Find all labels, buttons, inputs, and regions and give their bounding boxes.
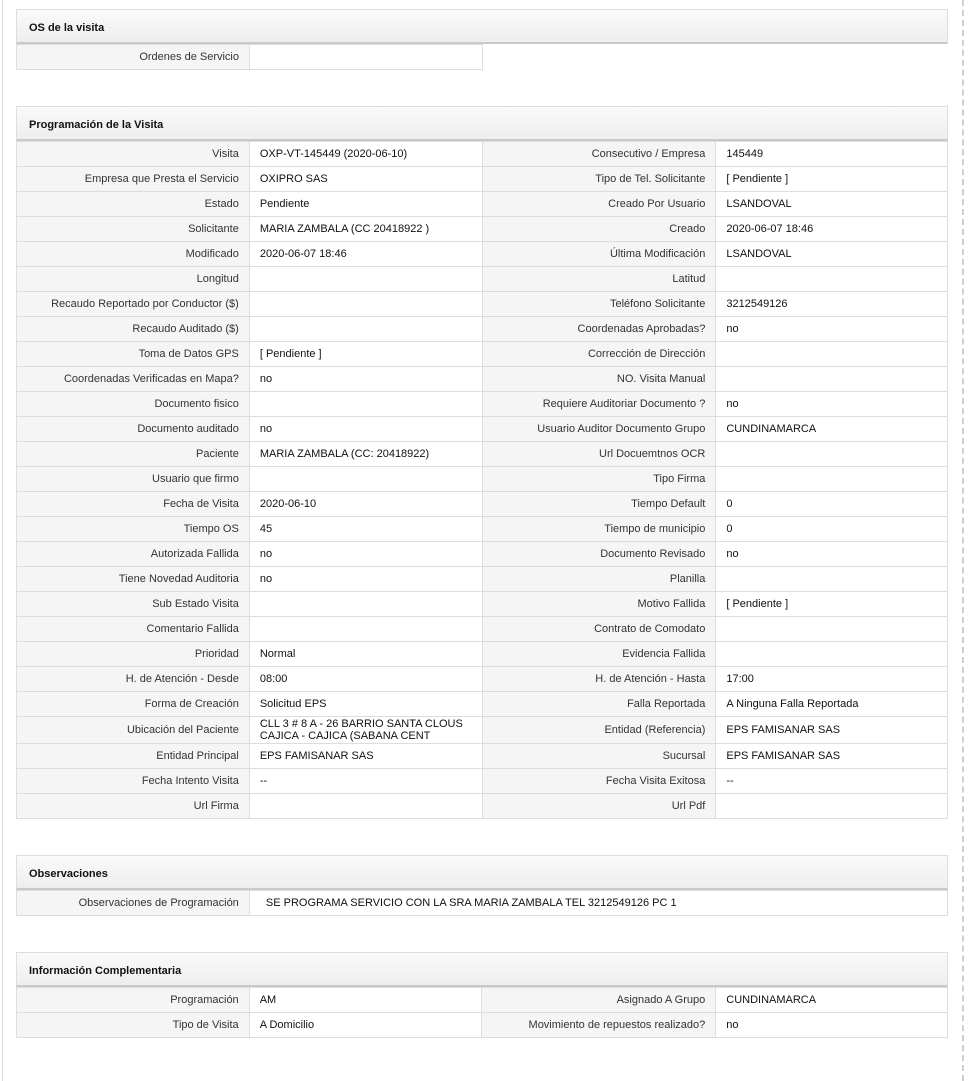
tiempo-os-label: Tiempo OS (17, 517, 250, 542)
table-row (17, 717, 948, 744)
documento-auditado-label: Documento auditado (17, 417, 250, 442)
table-row (17, 292, 948, 317)
visita-value: OXP-VT-145449 (2020-06-10) (249, 142, 482, 167)
estado-label: Estado (17, 192, 250, 217)
solicitante-value: MARIA ZAMBALA (CC 20418922 ) (249, 217, 482, 242)
motivo-fallida-label: Motivo Fallida (482, 592, 716, 617)
entidad-referencia-label: Entidad (Referencia) (482, 717, 716, 744)
empresa-que-presta-el-servicio-value: OXIPRO SAS (249, 167, 482, 192)
left-border-line (2, 0, 3, 1081)
programacion-label: Programación (17, 988, 250, 1013)
table-row (17, 317, 948, 342)
usuario-auditor-documento-grupo-label: Usuario Auditor Documento Grupo (482, 417, 716, 442)
table-row (17, 392, 948, 417)
planilla-label: Planilla (482, 567, 716, 592)
table-row (17, 267, 948, 292)
table-row (17, 667, 948, 692)
table-row (17, 442, 948, 467)
os-visita-table (16, 44, 483, 70)
ubicacion-del-paciente-value: CLL 3 # 8 A - 26 BARRIO SANTA CLOUS CAJICA - CAJICA (SABANA CENT (249, 717, 482, 744)
observaciones-table (16, 890, 948, 916)
tiempo-default-value: 0 (716, 492, 948, 517)
url-docuemtnos-ocr-value (716, 442, 948, 467)
movimiento-de-repuestos-realizado-value: no (716, 1013, 948, 1038)
tipo-de-tel-solicitante-label: Tipo de Tel. Solicitante (482, 167, 716, 192)
observaciones-programacion-label: Observaciones de Programación (17, 891, 250, 916)
url-firma-value (249, 794, 482, 819)
movimiento-de-repuestos-realizado-label: Movimiento de repuestos realizado? (482, 1013, 716, 1038)
documento-revisado-value: no (716, 542, 948, 567)
fecha-de-visita-value: 2020-06-10 (249, 492, 482, 517)
table-row (17, 242, 948, 267)
creado-label: Creado (482, 217, 716, 242)
h-de-atencion-desde-label: H. de Atención - Desde (17, 667, 250, 692)
table-row (17, 769, 948, 794)
coordenadas-verificadas-en-mapa-label: Coordenadas Verificadas en Mapa? (17, 367, 250, 392)
table-row (17, 192, 948, 217)
prioridad-label: Prioridad (17, 642, 250, 667)
observaciones-header: Observaciones (16, 855, 948, 890)
motivo-fallida-value: [ Pendiente ] (716, 592, 948, 617)
recaudo-auditado-value (249, 317, 482, 342)
toma-de-datos-gps-value: [ Pendiente ] (249, 342, 482, 367)
consecutivo-empresa-label: Consecutivo / Empresa (482, 142, 716, 167)
table-row (17, 217, 948, 242)
os-visita-panel (16, 9, 948, 70)
url-pdf-value (716, 794, 948, 819)
telefono-solicitante-value: 3212549126 (716, 292, 948, 317)
autorizada-fallida-value: no (249, 542, 482, 567)
ordenes-servicio-label: Ordenes de Servicio (17, 45, 250, 70)
documento-revisado-label: Documento Revisado (482, 542, 716, 567)
longitud-label: Longitud (17, 267, 250, 292)
right-dashed-border (962, 0, 964, 1081)
paciente-label: Paciente (17, 442, 250, 467)
table-row (17, 617, 948, 642)
latitud-label: Latitud (482, 267, 716, 292)
recaudo-reportado-por-conductor-label: Recaudo Reportado por Conductor ($) (17, 292, 250, 317)
toma-de-datos-gps-label: Toma de Datos GPS (17, 342, 250, 367)
telefono-solicitante-label: Teléfono Solicitante (482, 292, 716, 317)
table-row (17, 367, 948, 392)
complementaria-header: Información Complementaria (16, 952, 948, 987)
tiempo-default-label: Tiempo Default (482, 492, 716, 517)
autorizada-fallida-label: Autorizada Fallida (17, 542, 250, 567)
table-row (17, 744, 948, 769)
tiene-novedad-auditoria-value: no (249, 567, 482, 592)
longitud-value (249, 267, 482, 292)
falla-reportada-label: Falla Reportada (482, 692, 716, 717)
planilla-value (716, 567, 948, 592)
table-row (17, 692, 948, 717)
table-row (17, 167, 948, 192)
observaciones-programacion-value: SE PROGRAMA SERVICIO CON LA SRA MARIA ZAMBALA TEL 3212549126 PC 1 (249, 891, 947, 916)
entidad-referencia-value: EPS FAMISANAR SAS (716, 717, 948, 744)
programacion-table (16, 141, 948, 819)
os-visita-header: OS de la visita (16, 9, 948, 44)
table-row (17, 1013, 948, 1038)
table-row (17, 642, 948, 667)
forma-de-creacion-label: Forma de Creación (17, 692, 250, 717)
documento-auditado-value: no (249, 417, 482, 442)
prioridad-value: Normal (249, 642, 482, 667)
requiere-auditoriar-documento-value: no (716, 392, 948, 417)
sucursal-label: Sucursal (482, 744, 716, 769)
modificado-value: 2020-06-07 18:46 (249, 242, 482, 267)
fecha-intento-visita-value: -- (249, 769, 482, 794)
falla-reportada-value: A Ninguna Falla Reportada (716, 692, 948, 717)
contrato-de-comodato-label: Contrato de Comodato (482, 617, 716, 642)
correccion-de-direccion-value (716, 342, 948, 367)
url-firma-label: Url Firma (17, 794, 250, 819)
table-row (17, 417, 948, 442)
url-pdf-label: Url Pdf (482, 794, 716, 819)
comentario-fallida-value (249, 617, 482, 642)
table-row (17, 592, 948, 617)
complementaria-table (16, 987, 948, 1038)
url-docuemtnos-ocr-label: Url Docuemtnos OCR (482, 442, 716, 467)
table-row (17, 891, 948, 916)
forma-de-creacion-value: Solicitud EPS (249, 692, 482, 717)
paciente-value: MARIA ZAMBALA (CC: 20418922) (249, 442, 482, 467)
complementaria-panel (16, 952, 948, 1038)
fecha-intento-visita-label: Fecha Intento Visita (17, 769, 250, 794)
table-row (17, 342, 948, 367)
visita-label: Visita (17, 142, 250, 167)
observaciones-panel (16, 855, 948, 916)
creado-por-usuario-label: Creado Por Usuario (482, 192, 716, 217)
table-row (17, 45, 483, 70)
table-row (17, 794, 948, 819)
programacion-header: Programación de la Visita (16, 106, 948, 141)
consecutivo-empresa-value: 145449 (716, 142, 948, 167)
creado-por-usuario-value: LSANDOVAL (716, 192, 948, 217)
asignado-a-grupo-label: Asignado A Grupo (482, 988, 716, 1013)
estado-value: Pendiente (249, 192, 482, 217)
contrato-de-comodato-value (716, 617, 948, 642)
tiene-novedad-auditoria-label: Tiene Novedad Auditoria (17, 567, 250, 592)
recaudo-reportado-por-conductor-value (249, 292, 482, 317)
usuario-que-firmo-label: Usuario que firmo (17, 467, 250, 492)
comentario-fallida-label: Comentario Fallida (17, 617, 250, 642)
recaudo-auditado-label: Recaudo Auditado ($) (17, 317, 250, 342)
usuario-que-firmo-value (249, 467, 482, 492)
coordenadas-aprobadas-value: no (716, 317, 948, 342)
tipo-de-visita-value: A Domicilio (249, 1013, 482, 1038)
evidencia-fallida-value (716, 642, 948, 667)
modificado-label: Modificado (17, 242, 250, 267)
h-de-atencion-desde-value: 08:00 (249, 667, 482, 692)
sucursal-value: EPS FAMISANAR SAS (716, 744, 948, 769)
creado-value: 2020-06-07 18:46 (716, 217, 948, 242)
tipo-firma-label: Tipo Firma (482, 467, 716, 492)
coordenadas-verificadas-en-mapa-value: no (249, 367, 482, 392)
empresa-que-presta-el-servicio-label: Empresa que Presta el Servicio (17, 167, 250, 192)
table-row (17, 142, 948, 167)
table-row (17, 567, 948, 592)
sub-estado-visita-value (249, 592, 482, 617)
usuario-auditor-documento-grupo-value: CUNDINAMARCA (716, 417, 948, 442)
table-row (17, 467, 948, 492)
tipo-de-visita-label: Tipo de Visita (17, 1013, 250, 1038)
fecha-de-visita-label: Fecha de Visita (17, 492, 250, 517)
entidad-principal-value: EPS FAMISANAR SAS (249, 744, 482, 769)
tipo-firma-value (716, 467, 948, 492)
documento-fisico-value (249, 392, 482, 417)
programacion-value: AM (249, 988, 482, 1013)
tiempo-de-municipio-value: 0 (716, 517, 948, 542)
sub-estado-visita-label: Sub Estado Visita (17, 592, 250, 617)
table-row (17, 542, 948, 567)
h-de-atencion-hasta-value: 17:00 (716, 667, 948, 692)
fecha-visita-exitosa-value: -- (716, 769, 948, 794)
programacion-panel (16, 106, 948, 819)
ubicacion-del-paciente-label: Ubicación del Paciente (17, 717, 250, 744)
fecha-visita-exitosa-label: Fecha Visita Exitosa (482, 769, 716, 794)
coordenadas-aprobadas-label: Coordenadas Aprobadas? (482, 317, 716, 342)
tiempo-os-value: 45 (249, 517, 482, 542)
tiempo-de-municipio-label: Tiempo de municipio (482, 517, 716, 542)
no-visita-manual-value (716, 367, 948, 392)
latitud-value (716, 267, 948, 292)
h-de-atencion-hasta-label: H. de Atención - Hasta (482, 667, 716, 692)
ordenes-servicio-value (250, 45, 483, 70)
asignado-a-grupo-value: CUNDINAMARCA (716, 988, 948, 1013)
table-row (17, 517, 948, 542)
no-visita-manual-label: NO. Visita Manual (482, 367, 716, 392)
ultima-modificacion-value: LSANDOVAL (716, 242, 948, 267)
documento-fisico-label: Documento fisico (17, 392, 250, 417)
entidad-principal-label: Entidad Principal (17, 744, 250, 769)
evidencia-fallida-label: Evidencia Fallida (482, 642, 716, 667)
ultima-modificacion-label: Última Modificación (482, 242, 716, 267)
table-row (17, 988, 948, 1013)
correccion-de-direccion-label: Corrección de Dirección (482, 342, 716, 367)
tipo-de-tel-solicitante-value: [ Pendiente ] (716, 167, 948, 192)
solicitante-label: Solicitante (17, 217, 250, 242)
requiere-auditoriar-documento-label: Requiere Auditoriar Documento ? (482, 392, 716, 417)
table-row (17, 492, 948, 517)
